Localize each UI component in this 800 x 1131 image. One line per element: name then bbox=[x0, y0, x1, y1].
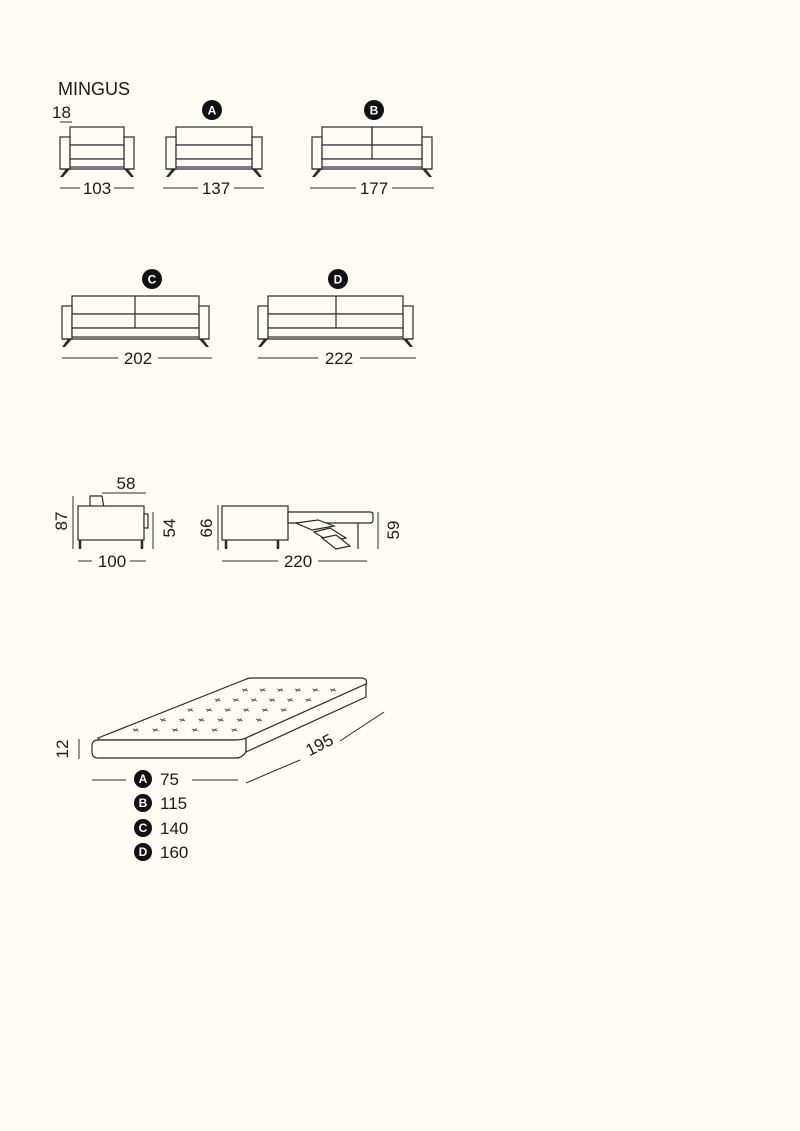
open-height-label: 66 bbox=[197, 518, 216, 538]
sofa-arm-right bbox=[252, 137, 262, 169]
sofa-seat bbox=[176, 145, 252, 159]
mattress-length-label: 195 bbox=[302, 730, 337, 761]
mattress-width-value: 75 bbox=[160, 770, 179, 789]
sofa-leg-right bbox=[422, 169, 432, 177]
badge-letter: A bbox=[138, 772, 148, 786]
seat-depth-label: 58 bbox=[116, 474, 136, 493]
sofa-leg-right bbox=[252, 169, 262, 177]
sofa-leg-right bbox=[403, 339, 413, 347]
height-label: 87 bbox=[52, 511, 71, 531]
width-label: 103 bbox=[82, 179, 112, 198]
badge-letter: B bbox=[138, 796, 148, 810]
badge-b-letter: B bbox=[369, 103, 379, 118]
width-label: 202 bbox=[123, 349, 153, 368]
width-label: 177 bbox=[359, 179, 389, 198]
front-view-c bbox=[62, 269, 212, 368]
badge-c-letter: C bbox=[147, 272, 157, 287]
sofa-arm-left bbox=[166, 137, 176, 169]
mattress-width-list bbox=[134, 770, 188, 862]
side-front-detail bbox=[144, 514, 148, 528]
sofa-back bbox=[70, 127, 124, 145]
sofa-arm-right bbox=[124, 137, 134, 169]
sofa-leg-right bbox=[124, 169, 134, 177]
sofa-leg-left bbox=[258, 339, 268, 347]
bed-height-label: 59 bbox=[384, 520, 403, 540]
mechanism-part-3 bbox=[322, 535, 350, 549]
sofa-arm-left bbox=[60, 137, 70, 169]
front-view-d bbox=[258, 269, 416, 368]
front-view-b bbox=[310, 100, 434, 198]
badge-a-letter: A bbox=[207, 103, 217, 118]
width-label: 222 bbox=[324, 349, 354, 368]
badge-letter: C bbox=[138, 821, 148, 835]
thickness-label: 12 bbox=[53, 739, 72, 759]
sofa-base bbox=[176, 159, 252, 167]
sofa-leg-left bbox=[166, 169, 176, 177]
front-view-a bbox=[163, 100, 264, 198]
front-view-armchair bbox=[52, 103, 134, 198]
sofa-leg-right bbox=[199, 339, 209, 347]
side-view bbox=[52, 474, 179, 571]
width-label: 137 bbox=[201, 179, 231, 198]
sofa-arm-left bbox=[312, 137, 322, 169]
side-body bbox=[78, 506, 144, 540]
sofa-seat bbox=[70, 145, 124, 159]
mattress-front bbox=[92, 738, 246, 758]
product-title: MINGUS bbox=[58, 79, 130, 99]
sofa-leg-left bbox=[312, 169, 322, 177]
seat-height-label: 54 bbox=[160, 518, 179, 538]
sofa-base bbox=[70, 159, 124, 167]
badge-d-letter: D bbox=[333, 272, 343, 287]
sofa-back bbox=[176, 127, 252, 145]
sofa-base bbox=[268, 328, 403, 337]
sofa-base bbox=[322, 159, 422, 167]
sofa-leg-left bbox=[60, 169, 70, 177]
list-item bbox=[134, 794, 187, 813]
open-sofa-body bbox=[222, 506, 288, 540]
list-item bbox=[134, 843, 188, 862]
open-bed-view bbox=[197, 505, 403, 571]
length-dim-line-upper bbox=[340, 712, 384, 741]
depth-label: 100 bbox=[97, 552, 127, 571]
sofa-arm-left bbox=[258, 306, 268, 339]
badge-letter: D bbox=[138, 845, 148, 859]
list-item bbox=[134, 770, 179, 789]
sofa-arm-right bbox=[403, 306, 413, 339]
sofa-arm-right bbox=[199, 306, 209, 339]
sofa-base bbox=[72, 328, 199, 337]
mattress-width-value: 160 bbox=[160, 843, 189, 862]
open-length-label: 220 bbox=[283, 552, 313, 571]
sofa-arm-left bbox=[62, 306, 72, 339]
mattress-width-value: 115 bbox=[160, 794, 188, 813]
arm-width-label: 18 bbox=[52, 103, 71, 122]
sofa-leg-left bbox=[62, 339, 72, 347]
list-item bbox=[134, 819, 188, 838]
open-mattress bbox=[288, 512, 373, 523]
length-dim-line-lower bbox=[246, 760, 300, 783]
mattress-view bbox=[53, 678, 384, 783]
sofa-arm-right bbox=[422, 137, 432, 169]
mattress-width-value: 140 bbox=[160, 819, 189, 838]
